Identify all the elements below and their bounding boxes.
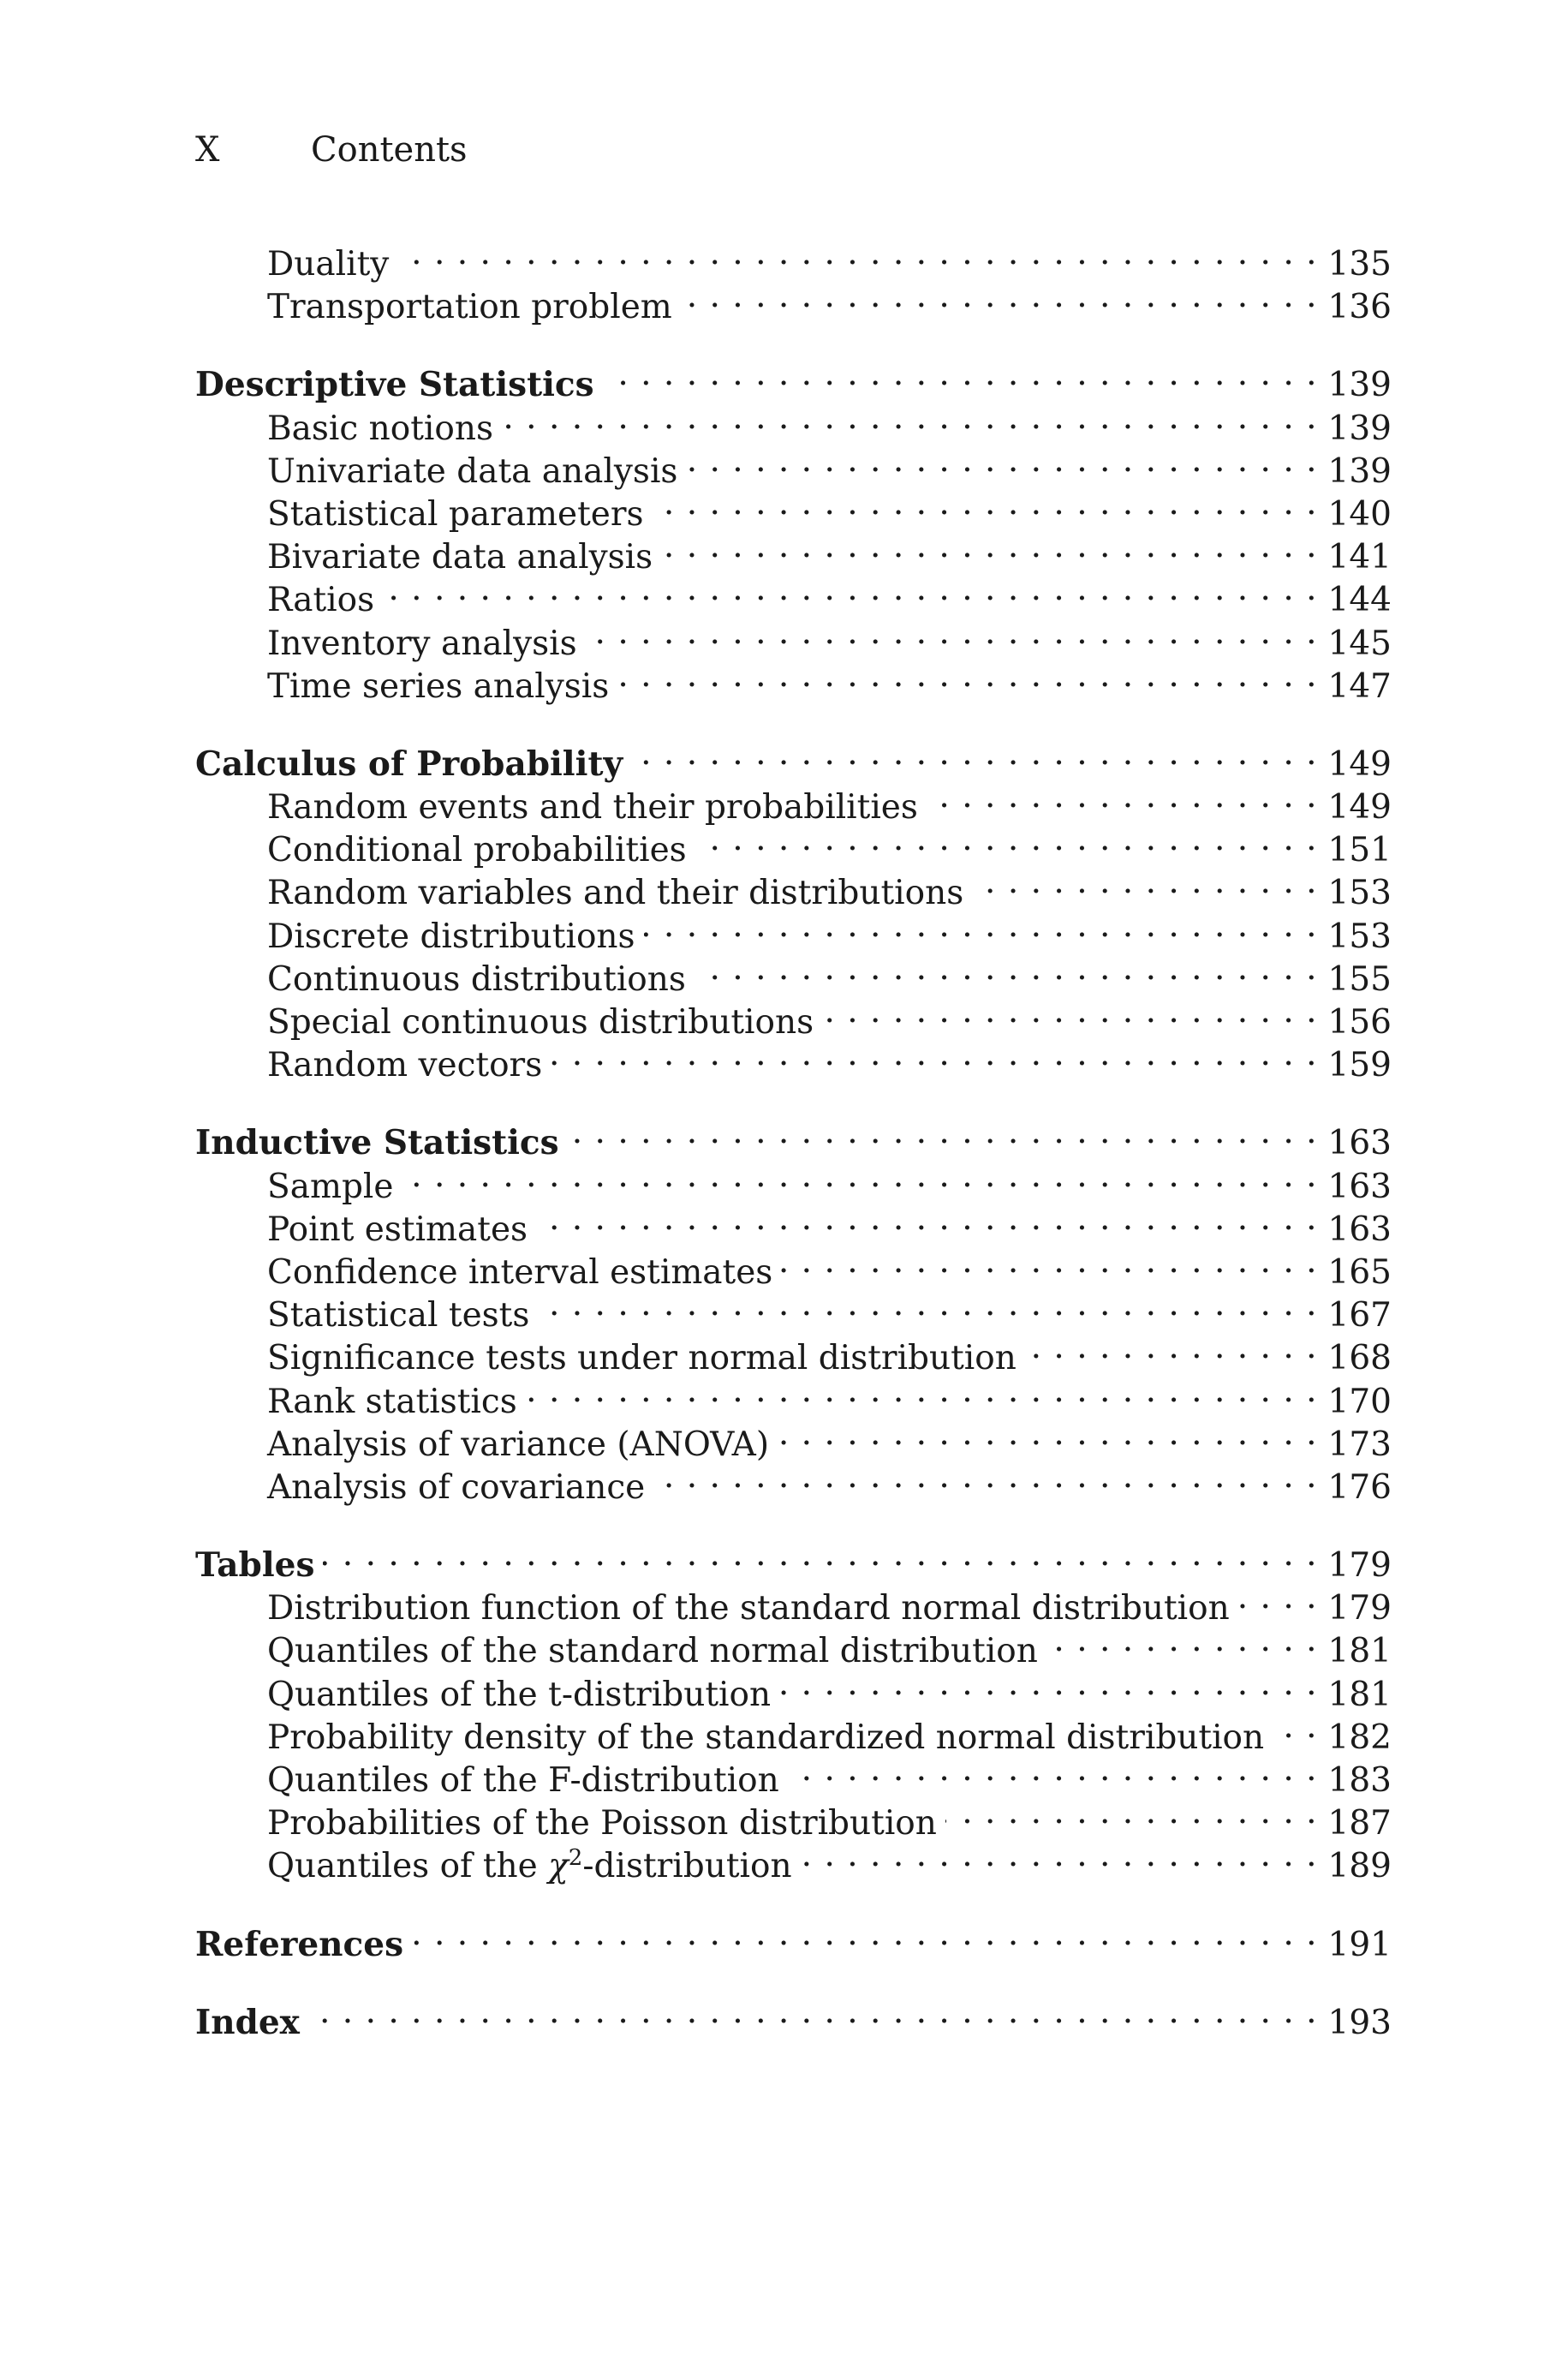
dot-leader bbox=[972, 861, 1317, 904]
toc-entry-page: 163 bbox=[1327, 1210, 1392, 1249]
toc-entry-page: 145 bbox=[1327, 624, 1392, 663]
dot-leader bbox=[779, 1663, 1317, 1706]
toc-entry-title: Confidence interval estimates bbox=[267, 1252, 773, 1292]
dot-leader bbox=[822, 990, 1317, 1033]
dot-leader bbox=[801, 1834, 1318, 1877]
dot-leader bbox=[631, 732, 1317, 775]
dot-leader bbox=[686, 439, 1317, 482]
toc-entry-title: Ratios bbox=[267, 581, 375, 620]
toc-entry-page: 163 bbox=[1327, 1167, 1392, 1206]
toc-entry-page: 147 bbox=[1327, 666, 1392, 706]
toc-chapter-page: 193 bbox=[1327, 2003, 1392, 2042]
toc-entry-title: Quantiles of the t-distribution bbox=[267, 1675, 772, 1714]
toc-entry-page: 141 bbox=[1327, 538, 1392, 577]
toc-entry-title: Probabilities of the Poisson distribution bbox=[267, 1804, 937, 1843]
entry-title-prefix: Quantiles of the bbox=[267, 1847, 549, 1886]
dot-leader bbox=[397, 232, 1317, 275]
toc-entry-page: 155 bbox=[1327, 959, 1392, 999]
dot-leader bbox=[308, 1991, 1318, 2034]
toc-chapter-page: 149 bbox=[1327, 744, 1392, 784]
toc-entry-title: Univariate data analysis bbox=[267, 451, 678, 491]
dot-leader bbox=[502, 397, 1318, 439]
toc-entry-page: 176 bbox=[1327, 1467, 1392, 1507]
toc-entry-title: Random variables and their distributions bbox=[267, 874, 964, 913]
dot-leader bbox=[323, 1533, 1317, 1576]
toc-entry-title: Duality bbox=[267, 245, 390, 284]
running-head bbox=[195, 128, 468, 171]
toc-entry-page: 139 bbox=[1327, 409, 1392, 448]
toc-entry-page: 153 bbox=[1327, 874, 1392, 913]
toc-entry-title: Quantiles of the F-distribution bbox=[267, 1761, 779, 1800]
toc-chapter[interactable] bbox=[195, 1111, 1392, 1163]
dot-leader bbox=[1025, 1326, 1318, 1369]
toc-entry-title: Conditional probabilities bbox=[267, 831, 687, 870]
dot-leader bbox=[1046, 1619, 1318, 1662]
page-folio: X bbox=[195, 130, 220, 170]
toc-entry-title: Statistical parameters bbox=[267, 494, 644, 534]
toc-entry-title: Distribution function of the standard normal distribution bbox=[267, 1589, 1230, 1628]
toc-chapter-page: 139 bbox=[1327, 366, 1392, 405]
toc-entry-page: 168 bbox=[1327, 1339, 1392, 1378]
running-head-title: Contents bbox=[311, 130, 468, 170]
toc-chapter-title: Inductive Statistics bbox=[195, 1123, 559, 1163]
chi-exponent: 2 bbox=[568, 1845, 583, 1872]
table-of-contents bbox=[195, 232, 1392, 2069]
toc-chapter-page: 191 bbox=[1327, 1925, 1392, 1964]
dot-leader bbox=[603, 353, 1318, 396]
toc-entry-page: 153 bbox=[1327, 917, 1392, 956]
toc-entry-title bbox=[267, 1845, 801, 1891]
toc-section-inductive-statistics bbox=[195, 1111, 1392, 1507]
toc-entry-page: 135 bbox=[1327, 245, 1392, 284]
dot-leader bbox=[781, 1240, 1317, 1283]
dot-leader bbox=[412, 1913, 1318, 1956]
toc-section-descriptive-statistics bbox=[195, 353, 1392, 706]
toc-entry-page: 187 bbox=[1327, 1804, 1392, 1843]
dot-leader bbox=[568, 1111, 1318, 1154]
toc-entry-title: Rank statistics bbox=[267, 1382, 517, 1421]
toc-entry-title: Basic notions bbox=[267, 409, 493, 448]
toc-chapter-title: Calculus of Probability bbox=[195, 744, 623, 784]
toc-entry-page: 149 bbox=[1327, 788, 1392, 828]
dot-leader bbox=[695, 947, 1318, 990]
toc-continued-section bbox=[195, 232, 1392, 327]
toc-entry-page: 151 bbox=[1327, 831, 1392, 870]
dot-leader bbox=[778, 1413, 1318, 1455]
dot-leader bbox=[927, 775, 1318, 818]
toc-entry-title: Probability density of the standardized normal distribution bbox=[267, 1718, 1265, 1757]
toc-entry-page: 183 bbox=[1327, 1761, 1392, 1800]
toc-entry-title: Transportation problem bbox=[267, 288, 672, 327]
dot-leader bbox=[383, 568, 1317, 611]
dot-leader bbox=[681, 275, 1318, 318]
dot-leader bbox=[644, 905, 1318, 947]
toc-entry-title: Discrete distributions bbox=[267, 917, 635, 956]
toc-entry-page: 136 bbox=[1327, 288, 1392, 327]
toc-chapter[interactable] bbox=[195, 1991, 1392, 2042]
toc-entry[interactable] bbox=[195, 232, 1392, 284]
toc-entry-title: Analysis of covariance bbox=[267, 1467, 646, 1507]
toc-entry-page: 170 bbox=[1327, 1382, 1392, 1421]
dot-leader bbox=[617, 654, 1317, 697]
toc-entry-title: Sample bbox=[267, 1167, 394, 1206]
toc-chapter-page: 163 bbox=[1327, 1124, 1392, 1163]
toc-section-index bbox=[195, 1991, 1392, 2042]
toc-chapter[interactable] bbox=[195, 1533, 1392, 1586]
dot-leader bbox=[653, 1455, 1317, 1498]
toc-entry-page: 173 bbox=[1327, 1425, 1392, 1464]
dot-leader bbox=[945, 1791, 1318, 1834]
dot-leader bbox=[586, 612, 1318, 654]
toc-entry-page: 159 bbox=[1327, 1046, 1392, 1085]
toc-chapter[interactable] bbox=[195, 1913, 1392, 1964]
toc-chapter-title: Descriptive Statistics bbox=[195, 365, 594, 405]
chi-symbol: χ bbox=[548, 1847, 569, 1886]
dot-leader bbox=[661, 525, 1317, 568]
toc-entry-title: Quantiles of the standard normal distribution bbox=[267, 1632, 1038, 1671]
toc-entry-title: Analysis of variance (ANOVA) bbox=[267, 1425, 770, 1464]
toc-entry-page: 167 bbox=[1327, 1296, 1392, 1335]
dot-leader bbox=[402, 1155, 1317, 1198]
dot-leader bbox=[538, 1283, 1317, 1326]
toc-entry-page: 139 bbox=[1327, 451, 1392, 491]
toc-chapter[interactable] bbox=[195, 732, 1392, 784]
toc-entry-title: Inventory analysis bbox=[267, 624, 577, 663]
toc-chapter-title: References bbox=[195, 1924, 404, 1964]
toc-chapter-title: Tables bbox=[195, 1545, 315, 1586]
toc-entry-page: 156 bbox=[1327, 1003, 1392, 1042]
dot-leader bbox=[536, 1198, 1318, 1240]
toc-entry-page: 181 bbox=[1327, 1675, 1392, 1714]
entry-title-suffix: -distribution bbox=[582, 1847, 792, 1886]
toc-entry-title: Time series analysis bbox=[267, 666, 610, 706]
dot-leader bbox=[551, 1033, 1317, 1076]
toc-chapter-page: 179 bbox=[1327, 1546, 1392, 1586]
dot-leader bbox=[653, 482, 1318, 525]
dot-leader bbox=[1238, 1576, 1318, 1619]
toc-entry-title: Significance tests under normal distribution bbox=[267, 1339, 1017, 1378]
toc-entry-title: Bivariate data analysis bbox=[267, 538, 653, 577]
dot-leader bbox=[526, 1370, 1318, 1413]
toc-entry-page: 140 bbox=[1327, 494, 1392, 534]
toc-section-calculus-of-probability bbox=[195, 732, 1392, 1085]
toc-section-references bbox=[195, 1913, 1392, 1964]
toc-entry-title: Point estimates bbox=[267, 1210, 528, 1249]
toc-entry-title: Special continuous distributions bbox=[267, 1003, 814, 1042]
toc-entry-page: 144 bbox=[1327, 581, 1392, 620]
dot-leader bbox=[695, 818, 1318, 861]
toc-entry-title: Continuous distributions bbox=[267, 959, 686, 999]
toc-chapter[interactable] bbox=[195, 353, 1392, 405]
toc-entry-page: 181 bbox=[1327, 1632, 1392, 1671]
toc-section-tables bbox=[195, 1533, 1392, 1886]
toc-entry-page: 189 bbox=[1327, 1847, 1392, 1886]
toc-entry-page: 179 bbox=[1327, 1589, 1392, 1628]
dot-leader bbox=[788, 1748, 1318, 1791]
toc-entry-title: Random events and their probabilities bbox=[267, 788, 918, 828]
dot-leader bbox=[1273, 1706, 1317, 1748]
toc-entry-page: 165 bbox=[1327, 1252, 1392, 1292]
toc-entry-title: Random vectors bbox=[267, 1046, 543, 1085]
toc-chapter-title: Index bbox=[195, 2002, 300, 2042]
toc-entry-page: 182 bbox=[1327, 1718, 1392, 1757]
toc-entry[interactable] bbox=[195, 1576, 1392, 1628]
toc-entry-title: Statistical tests bbox=[267, 1296, 530, 1335]
